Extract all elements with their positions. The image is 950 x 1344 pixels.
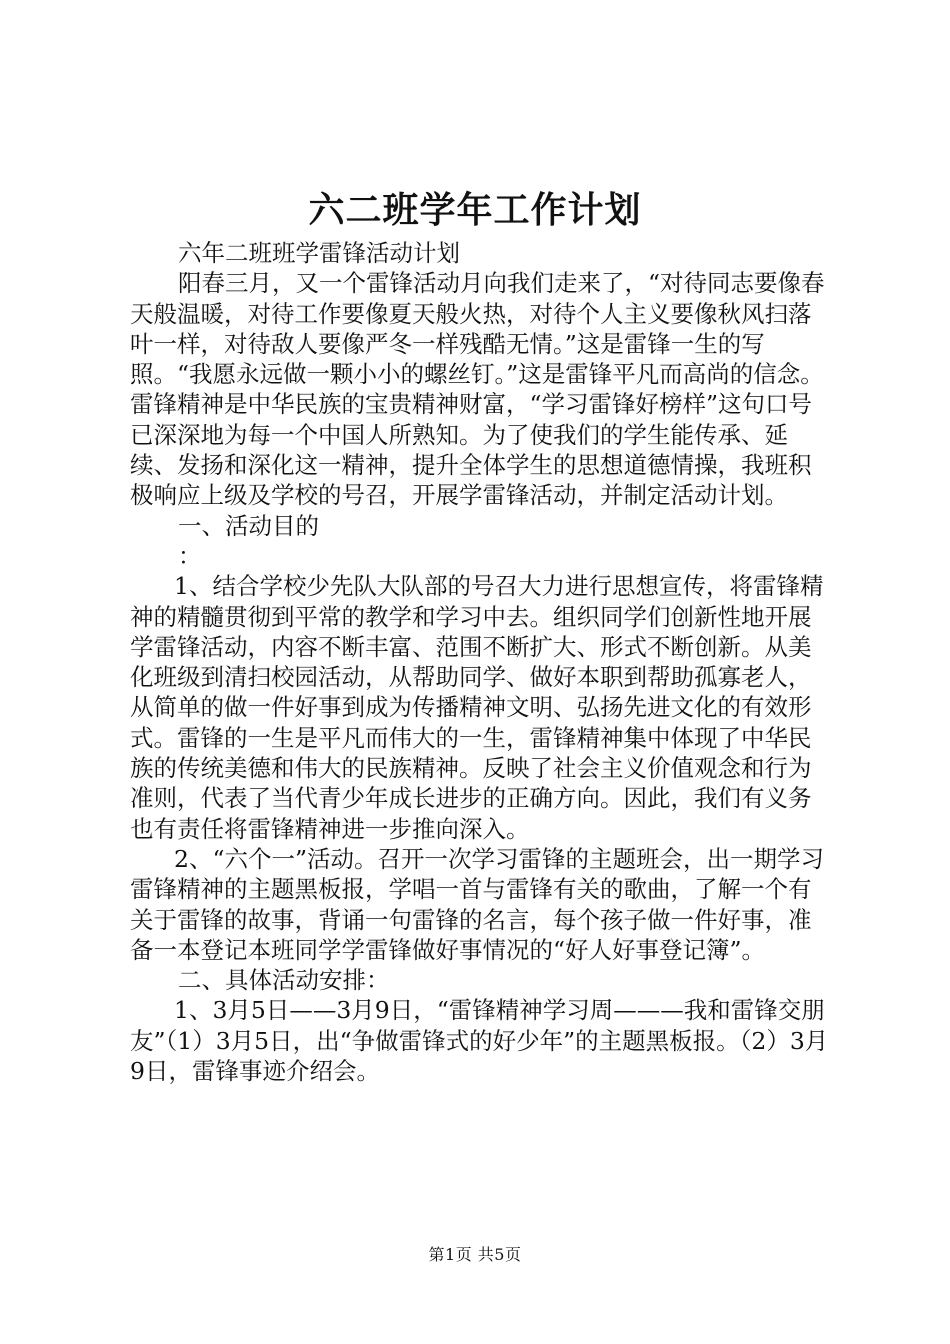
document-title: 六二班学年工作计划 — [308, 189, 642, 231]
plan-heading: 六年二班班学雷锋活动计划 — [178, 239, 460, 267]
section-heading-purpose: 一、活动目的 — [178, 511, 319, 540]
purpose-item-1: 1、结合学校少先队大队部的号召大力进行思想宣传，将雷锋精神的精髓贯彻到平常的教学和学习中去。组织同学们创新性地开展学雷锋活动，内容不断丰富、范围不断扩大、形式不断创新。从美化班级到清扫校园活动，从帮助同学、做好本职到帮助孤寡老人，从简单的做一件好事到成为传播精神文明、弘扬先进文化的有效形式。雷锋的一生是平凡而伟大的一生，雷锋精神集中体现了中华民族的传统美德和伟大的民族精神。反映了社会主义价值观念和行为准则，代表了当代青少年成长进步的正确方向。因此，我们有义务也有责任将雷锋精神进一步推向深入。 — [130, 572, 824, 843]
page-number-footer: 第1页 共5页 — [428, 1245, 522, 1264]
section-heading-schedule: 二、具体活动安排： — [178, 966, 390, 995]
document-body — [130, 238, 830, 1086]
schedule-item-1: 1、3月5日——3月9日，“雷锋精神学习周———我和雷锋交朋友”（1）3月5日，出“争做雷锋式的好少年”的主题黑板报。（2）3月9日，雷锋事迹介绍会。 — [130, 996, 829, 1086]
purpose-item-2: 2、“六个一”活动。召开一次学习雷锋的主题班会，出一期学习雷锋精神的主题黑板报，学唱一首与雷锋有关的歌曲，了解一个有关于雷锋的故事，背诵一句雷锋的名言，每个孩子做一件好事，准备一本登记本班同学学雷锋做好事情况的“好人好事登记簿”。 — [130, 844, 824, 964]
intro-paragraph: 阳春三月，又一个雷锋活动月向我们走来了，“对待同志要像春天般温暖，对待工作要像夏天般火热，对待个人主义要像秋风扫落叶一样，对待敌人要像严冬一样残酷无情。”这是雷锋一生的写照。“我愿永远做一颗小小的螺丝钉。”这是雷锋平凡而高尚的信念。雷锋精神是中华民族的宝贵精神财富，“学习雷锋好榜样”这句口号已深深地为每一个中国人所熟知。为了使我们的学生能传承、延续、发扬和深化这一精神，提升全体学生的思想道德情操，我班积极响应上级及学校的号召，开展学雷锋活动，并制定活动计划。 — [130, 269, 825, 510]
colon-line: ： — [178, 541, 202, 570]
